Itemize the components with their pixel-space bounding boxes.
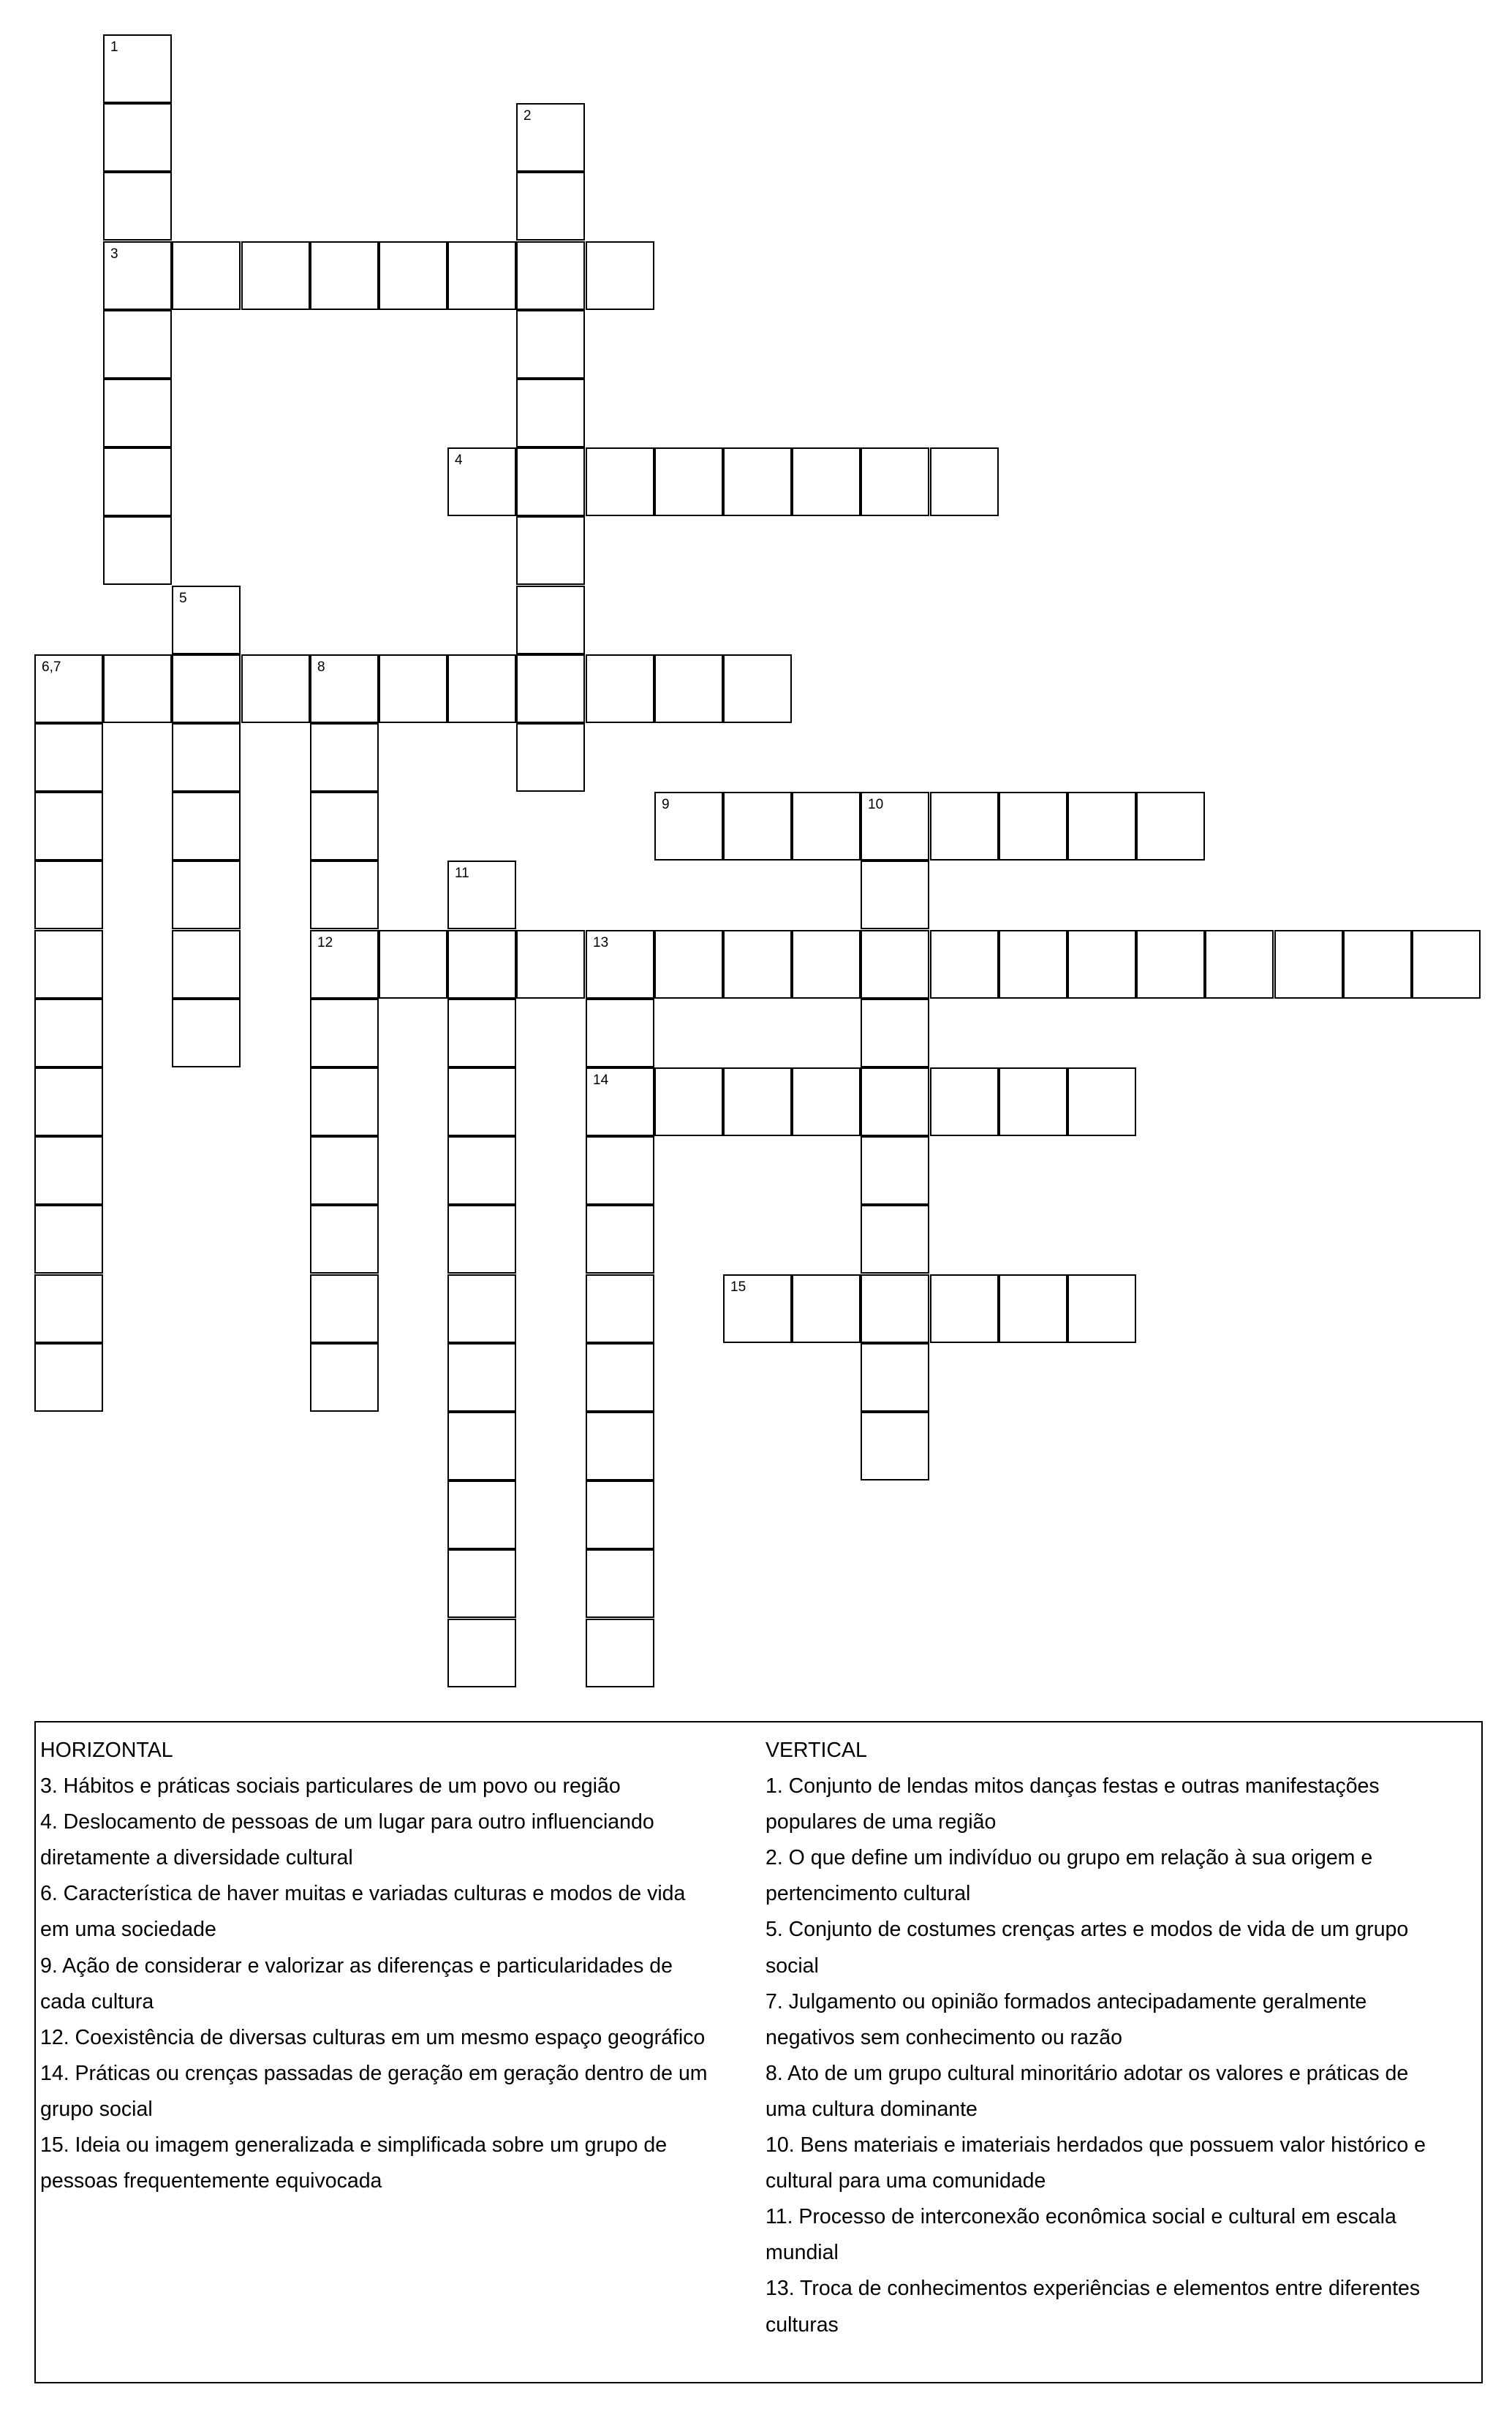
vertical-heading: VERTICAL [766,1739,867,1762]
crossword-cell[interactable] [792,447,861,516]
horizontal-clue-line: grupo social [40,2097,153,2121]
vertical-clue-line: mundial [766,2241,839,2265]
crossword-cell[interactable] [447,1067,516,1136]
crossword-cell[interactable] [34,654,103,723]
crossword-cell[interactable] [999,1067,1067,1136]
crossword-cell[interactable] [1205,930,1274,999]
vertical-clue-line: uma cultura dominante [766,2097,978,2121]
crossword-cell[interactable] [930,1067,999,1136]
crossword-cell[interactable] [447,1619,516,1687]
crossword-cell[interactable] [723,1274,792,1343]
crossword-cell[interactable] [586,930,654,999]
crossword-cell[interactable] [1067,1274,1136,1343]
crossword-cell[interactable] [861,930,929,999]
crossword-cell[interactable] [172,792,241,861]
clue-number: 3 [110,246,118,262]
crossword-cell[interactable] [447,1136,516,1205]
crossword-cell[interactable] [586,999,654,1067]
crossword-cell[interactable] [447,241,516,310]
crossword-cell[interactable] [930,930,999,999]
vertical-clue-line: negativos sem conhecimento ou razão [766,2025,1122,2049]
clue-number: 9 [662,797,670,812]
crossword-cell[interactable] [34,861,103,929]
crossword-cell[interactable] [34,723,103,792]
horizontal-heading: HORIZONTAL [40,1739,173,1762]
crossword-cell[interactable] [999,1274,1067,1343]
crossword-cell[interactable] [654,654,723,723]
vertical-clue-line: 1. Conjunto de lendas mitos danças festas e outras manifestações [766,1774,1380,1799]
crossword-cell[interactable] [310,861,379,929]
crossword-cell[interactable] [586,1343,654,1412]
horizontal-clue-line: em uma sociedade [40,1918,216,1942]
crossword-cell[interactable] [516,586,585,654]
crossword-cell[interactable] [861,1412,929,1480]
crossword-cell[interactable] [34,930,103,999]
crossword-cell[interactable] [586,1549,654,1618]
crossword-cell[interactable] [654,792,723,861]
crossword-cell[interactable] [586,1412,654,1480]
clue-number: 13 [593,935,609,950]
crossword-cell[interactable] [310,654,379,723]
crossword-cell[interactable] [999,930,1067,999]
horizontal-clue-line: cada cultura [40,1989,154,2013]
crossword-cell[interactable] [792,1067,861,1136]
crossword-cell[interactable] [172,930,241,999]
crossword-cell[interactable] [792,792,861,861]
crossword-cell[interactable] [516,447,585,516]
crossword-cell[interactable] [861,861,929,929]
crossword-cell[interactable] [447,1343,516,1412]
crossword-cell[interactable] [861,1067,929,1136]
crossword-cell[interactable] [172,999,241,1067]
crossword-cell[interactable] [379,930,447,999]
crossword-cell[interactable] [447,1205,516,1274]
crossword-cell[interactable] [586,1067,654,1136]
crossword-cell[interactable] [861,1343,929,1412]
horizontal-clue-line: 4. Deslocamento de pessoas de um lugar para outro influenciando [40,1810,654,1834]
vertical-clues [766,1733,1467,2343]
crossword-cell[interactable] [447,1412,516,1480]
crossword-cell[interactable] [34,1136,103,1205]
crossword-cell[interactable] [1067,792,1136,861]
vertical-clue-line: populares de uma região [766,1810,997,1834]
horizontal-clue-line: 12. Coexistência de diversas culturas em um mesmo espaço geográfico [40,2025,706,2049]
vertical-clue-line: cultural para uma comunidade [766,2169,1046,2193]
crossword-cell[interactable] [723,792,792,861]
crossword-cell[interactable] [310,1067,379,1136]
crossword-cell[interactable] [310,1343,379,1412]
crossword-cell[interactable] [447,1274,516,1343]
crossword-cell[interactable] [447,1480,516,1549]
crossword-cell[interactable] [310,1136,379,1205]
clue-number: 11 [455,866,469,881]
clue-number: 6,7 [42,659,61,675]
horizontal-clue-line: 14. Práticas ou crenças passadas de geração em geração dentro de um [40,2061,708,2085]
crossword-cell[interactable] [654,447,723,516]
crossword-cell[interactable] [1067,1067,1136,1136]
crossword-cell[interactable] [1136,792,1205,861]
clue-number: 4 [455,453,463,468]
crossword-cell[interactable] [34,999,103,1067]
crossword-cell[interactable] [1343,930,1412,999]
crossword-cell[interactable] [447,654,516,723]
crossword-cell[interactable] [103,103,172,172]
clue-number: 12 [317,935,333,950]
crossword-cell[interactable] [723,1067,792,1136]
crossword-cell[interactable] [103,172,172,241]
crossword-cell[interactable] [654,1067,723,1136]
clue-number: 15 [730,1279,746,1295]
crossword-cell[interactable] [586,241,654,310]
clue-number: 14 [593,1073,609,1088]
vertical-clue-line: 2. O que define um indivíduo ou grupo em relação à sua origem e [766,1846,1373,1870]
crossword-cell[interactable] [172,654,241,723]
crossword-cell[interactable] [861,447,929,516]
crossword-cell[interactable] [586,447,654,516]
crossword-cell[interactable] [310,792,379,861]
horizontal-clue-line: diretamente a diversidade cultural [40,1846,353,1870]
horizontal-clue-line: pessoas frequentemente equivocada [40,2169,382,2193]
clue-number: 8 [317,659,325,675]
crossword-cell[interactable] [516,379,585,447]
crossword-cell[interactable] [930,792,999,861]
crossword-cell[interactable] [516,654,585,723]
crossword-cell[interactable] [586,1480,654,1549]
crossword-cell[interactable] [103,516,172,585]
crossword-cell[interactable] [103,310,172,379]
vertical-clue-line: 10. Bens materiais e imateriais herdados que possuem valor histórico e [766,2133,1426,2157]
crossword-cell[interactable] [310,930,379,999]
crossword-cell[interactable] [310,723,379,792]
crossword-cell[interactable] [516,310,585,379]
crossword-cell[interactable] [310,1274,379,1343]
crossword-cell[interactable] [103,379,172,447]
crossword-cell[interactable] [516,103,585,172]
vertical-clue-line: pertencimento cultural [766,1882,971,1906]
crossword-cell[interactable] [34,1067,103,1136]
crossword-cell[interactable] [516,930,585,999]
crossword-cell[interactable] [861,999,929,1067]
crossword-cell[interactable] [172,586,241,654]
crossword-cell[interactable] [172,241,241,310]
crossword-cell[interactable] [103,654,172,723]
vertical-clue-line: 8. Ato de um grupo cultural minoritário adotar os valores e práticas de [766,2061,1409,2085]
crossword-cell[interactable] [310,241,379,310]
horizontal-clue-line: 3. Hábitos e práticas sociais particulares de um povo ou região [40,1774,621,1799]
horizontal-clue-line: 6. Característica de haver muitas e variadas culturas e modos de vida [40,1882,686,1906]
vertical-clue-line: social [766,1954,819,1978]
crossword-cell[interactable] [172,723,241,792]
crossword-cell[interactable] [103,241,172,310]
crossword-cell[interactable] [172,861,241,929]
vertical-clue-line: 11. Processo de interconexão econômica social e cultural em escala [766,2205,1396,2229]
crossword-cell[interactable] [930,1274,999,1343]
crossword-cell[interactable] [379,654,447,723]
crossword-cell[interactable] [310,999,379,1067]
crossword-cell[interactable] [34,1205,103,1274]
crossword-cell[interactable] [241,654,310,723]
crossword-cell[interactable] [586,1619,654,1687]
crossword-cell[interactable] [34,1343,103,1412]
crossword-cell[interactable] [792,930,861,999]
vertical-clue-line: culturas [766,2312,839,2337]
crossword-cell[interactable] [861,1274,929,1343]
crossword-cell[interactable] [447,1549,516,1618]
crossword-cell[interactable] [723,930,792,999]
crossword-cell[interactable] [34,792,103,861]
crossword-cell[interactable] [792,1274,861,1343]
crossword-cell[interactable] [586,1136,654,1205]
crossword-cell[interactable] [516,516,585,585]
crossword-cell[interactable] [516,172,585,241]
crossword-cell[interactable] [861,1136,929,1205]
crossword-cell[interactable] [447,930,516,999]
crossword-cell[interactable] [999,792,1067,861]
crossword-cell[interactable] [241,241,310,310]
crossword-cell[interactable] [723,447,792,516]
crossword-cell[interactable] [1274,930,1343,999]
crossword-cell[interactable] [930,447,999,516]
crossword-cell[interactable] [1067,930,1136,999]
crossword-cell[interactable] [516,723,585,792]
crossword-cell[interactable] [861,1205,929,1274]
crossword-cell[interactable] [103,34,172,103]
crossword-cell[interactable] [586,1205,654,1274]
crossword-cell[interactable] [379,241,447,310]
crossword-cell[interactable] [586,1274,654,1343]
crossword-cell[interactable] [1136,930,1205,999]
crossword-cell[interactable] [586,654,654,723]
crossword-cell[interactable] [516,241,585,310]
crossword-cell[interactable] [447,999,516,1067]
crossword-cell[interactable] [1412,930,1481,999]
clue-number: 2 [523,108,532,124]
horizontal-clues [40,1733,742,2199]
vertical-clue-line: 13. Troca de conhecimentos experiências e elementos entre diferentes [766,2277,1421,2301]
clue-number: 10 [868,797,884,812]
crossword-cell[interactable] [723,654,792,723]
crossword-cell[interactable] [310,1205,379,1274]
clue-number: 5 [179,591,187,606]
crossword-cell[interactable] [447,447,516,516]
crossword-cell[interactable] [447,861,516,929]
crossword-cell[interactable] [103,447,172,516]
horizontal-clue-line: 15. Ideia ou imagem generalizada e simplificada sobre um grupo de [40,2133,668,2157]
clue-number: 1 [110,39,118,55]
vertical-clue-line: 5. Conjunto de costumes crenças artes e modos de vida de um grupo [766,1918,1409,1942]
vertical-clue-line: 7. Julgamento ou opinião formados antecipadamente geralmente [766,1989,1367,2013]
horizontal-clue-line: 9. Ação de considerar e valorizar as diferenças e particularidades de [40,1954,673,1978]
clues-box [34,1721,1483,2383]
crossword-cell[interactable] [861,792,929,861]
crossword-cell[interactable] [654,930,723,999]
crossword-cell[interactable] [34,1274,103,1343]
